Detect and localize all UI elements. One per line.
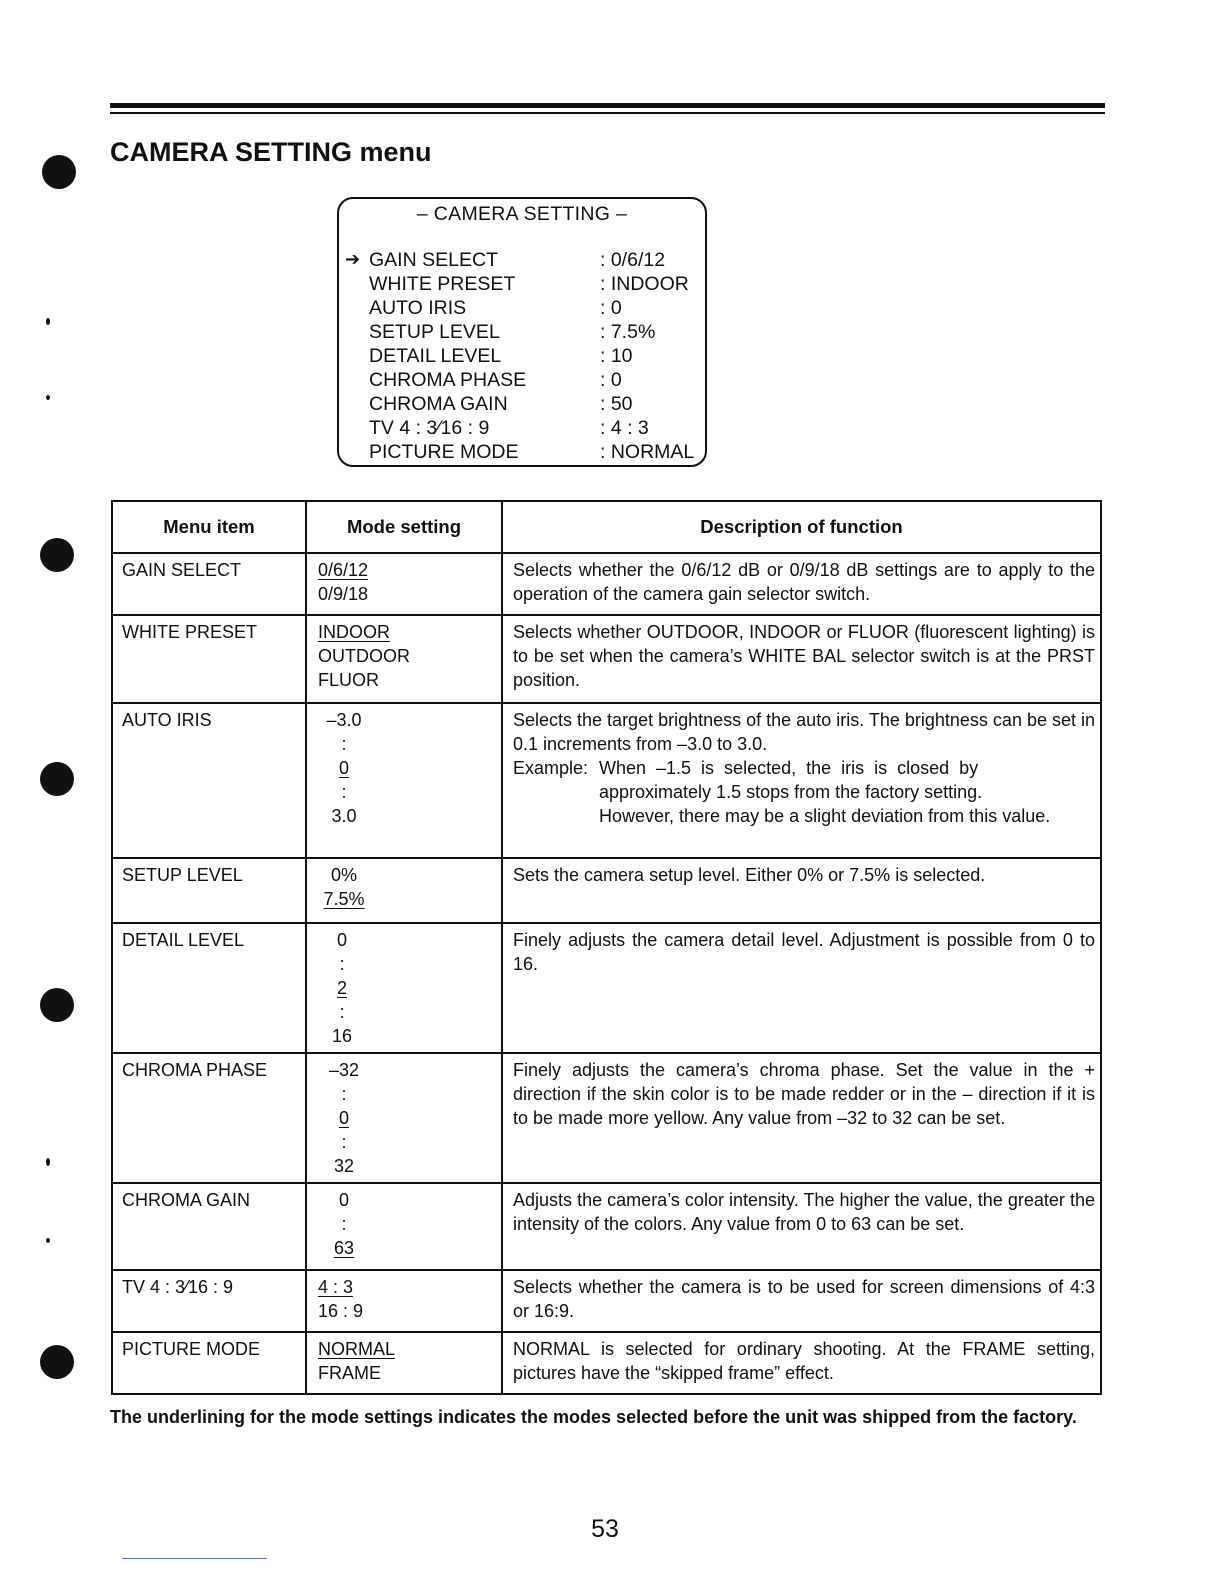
mode-value: 0 — [336, 930, 347, 950]
binder-hole-dot — [42, 155, 76, 189]
mode-setting-cell — [306, 923, 502, 1053]
osd-row — [339, 393, 705, 417]
mode-value-default: 63 — [333, 1238, 355, 1258]
header-mode-setting: Mode setting — [306, 501, 502, 553]
mode-range-separator: : — [341, 1084, 347, 1104]
mode-setting-cell — [306, 553, 502, 615]
table-row — [112, 1332, 1101, 1394]
osd-row — [339, 273, 705, 297]
mode-value-default: 0 — [338, 1108, 349, 1128]
example-text: approximately 1.5 stops from the factory setting. — [599, 782, 983, 802]
osd-item-label: TV 4 : 3⁄16 : 9 — [369, 417, 490, 439]
camera-setting-osd-panel — [337, 197, 707, 467]
description-cell: Finely adjusts the camera’s chroma phase. Set the value in the + direction if the skin color is to be made redder or in the – direction if it is to be made more yellow. Any value from –32 to 32 can be set. — [502, 1053, 1101, 1183]
osd-item-label: SETUP LEVEL — [369, 321, 500, 343]
osd-item-value: : NORMAL — [600, 441, 695, 463]
example-text: When –1.5 is selected, the iris is closed by — [599, 758, 979, 778]
mode-range-separator: : — [341, 1214, 347, 1234]
menu-item-cell: AUTO IRIS — [112, 703, 306, 858]
description-cell — [502, 703, 1101, 858]
osd-item-value: : 0 — [600, 369, 622, 391]
mode-value-default: 0 — [338, 758, 349, 778]
menu-item-cell: CHROMA GAIN — [112, 1183, 306, 1270]
mode-setting-cell — [306, 1183, 502, 1270]
table-row — [112, 553, 1101, 615]
osd-row — [339, 441, 705, 465]
mode-value: FLUOR — [318, 670, 380, 690]
mode-value: 0/9/18 — [318, 584, 369, 604]
osd-row — [339, 297, 705, 321]
mode-range-separator: : — [339, 954, 345, 974]
table-row — [112, 858, 1101, 923]
footnote: The underlining for the mode settings indicates the modes selected before the unit was shipped from the factory. — [110, 1407, 1077, 1427]
mode-setting-cell — [306, 1053, 502, 1183]
mode-value-default: 7.5% — [323, 889, 365, 909]
mode-range-separator: : — [341, 782, 347, 802]
mode-value: 32 — [333, 1156, 355, 1176]
osd-item-value: : INDOOR — [600, 273, 689, 295]
example-block — [513, 756, 1095, 780]
example-label: Example: — [513, 758, 589, 778]
mode-setting-cell — [306, 1332, 502, 1394]
mode-value: 0% — [330, 865, 357, 885]
mode-value: 16 — [331, 1026, 353, 1046]
osd-item-label: CHROMA PHASE — [369, 369, 527, 391]
mode-range-separator: : — [341, 734, 347, 754]
footer-link-line — [122, 1558, 267, 1559]
page-number: 53 — [591, 1515, 619, 1543]
mode-value: 3.0 — [331, 806, 357, 826]
margin-speck — [46, 1158, 50, 1166]
mode-value: –32 — [328, 1060, 360, 1080]
mode-value: OUTDOOR — [318, 646, 410, 666]
osd-item-value: : 0 — [600, 297, 622, 319]
mode-setting-cell — [306, 1270, 502, 1332]
menu-item-cell: WHITE PRESET — [112, 615, 306, 703]
osd-item-value: : 4 : 3 — [600, 417, 649, 439]
header-description: Description of function — [502, 501, 1101, 553]
binder-hole-dot — [40, 988, 74, 1022]
description-cell: Selects whether the camera is to be used for screen dimensions of 4:3 or 16:9. — [502, 1270, 1101, 1332]
mode-value-default: INDOOR — [318, 622, 390, 642]
table-row — [112, 923, 1101, 1053]
description-cell: Selects whether OUTDOOR, INDOOR or FLUOR (fluorescent lighting) is to be set when the camera’s WHITE BAL selector switch is at the PRST position. — [502, 615, 1101, 703]
menu-item-cell: GAIN SELECT — [112, 553, 306, 615]
example-text: However, there may be a slight deviation from this value. — [599, 806, 1051, 826]
osd-item-label: CHROMA GAIN — [369, 393, 508, 415]
mode-value: 0 — [338, 1190, 349, 1210]
osd-item-label: PICTURE MODE — [369, 441, 519, 463]
menu-item-cell: CHROMA PHASE — [112, 1053, 306, 1183]
menu-item-cell: PICTURE MODE — [112, 1332, 306, 1394]
osd-row — [339, 369, 705, 393]
binder-hole-dot — [40, 1345, 74, 1379]
margin-speck — [46, 1238, 50, 1243]
description-cell: Finely adjusts the camera detail level. Adjustment is possible from 0 to 16. — [502, 923, 1101, 1053]
osd-row — [339, 417, 705, 441]
mode-setting-cell — [306, 703, 502, 858]
osd-row — [339, 345, 705, 369]
table-row — [112, 615, 1101, 703]
menu-function-table — [111, 500, 1102, 1395]
table-row — [112, 1270, 1101, 1332]
header-menu-item: Menu item — [112, 501, 306, 553]
osd-row — [339, 249, 705, 273]
header-rule-thick — [110, 103, 1105, 108]
description-cell: NORMAL is selected for ordinary shooting. At the FRAME setting, pictures have the “skipped frame” effect. — [502, 1332, 1101, 1394]
mode-value: 16 : 9 — [318, 1301, 364, 1321]
binder-hole-dot — [40, 762, 74, 796]
mode-value-default: 2 — [336, 978, 347, 998]
margin-speck — [46, 318, 50, 325]
osd-row — [339, 321, 705, 345]
mode-setting-cell — [306, 858, 502, 923]
page-title: CAMERA SETTING menu — [110, 137, 432, 167]
osd-item-value: : 50 — [600, 393, 633, 415]
osd-item-label: AUTO IRIS — [369, 297, 467, 319]
description-text: Selects the target brightness of the auto iris. The brightness can be set in 0.1 increments from –3.0 to 3.0. — [513, 710, 1096, 754]
table-row — [112, 1183, 1101, 1270]
binder-hole-dot — [40, 538, 74, 572]
right-arrow-icon: ➔ — [345, 249, 361, 269]
osd-item-value: : 7.5% — [600, 321, 656, 343]
description-cell: Adjusts the camera’s color intensity. The higher the value, the greater the intensity of the colors. Any value from 0 to 63 can be set. — [502, 1183, 1101, 1270]
description-cell: Sets the camera setup level. Either 0% or 7.5% is selected. — [502, 858, 1101, 923]
table-header-row — [112, 501, 1101, 553]
mode-range-separator: : — [339, 1002, 345, 1022]
mode-range-separator: : — [341, 1132, 347, 1152]
mode-value-default: NORMAL — [318, 1339, 396, 1359]
mode-value: –3.0 — [326, 710, 362, 730]
osd-item-label: GAIN SELECT — [369, 249, 498, 271]
osd-item-label: WHITE PRESET — [369, 273, 516, 295]
header-rule-thin — [110, 112, 1105, 114]
mode-value: FRAME — [318, 1363, 381, 1383]
osd-item-value: : 0/6/12 — [600, 249, 666, 271]
osd-item-label: DETAIL LEVEL — [369, 345, 502, 367]
menu-item-cell: DETAIL LEVEL — [112, 923, 306, 1053]
mode-setting-cell — [306, 615, 502, 703]
menu-item-cell: SETUP LEVEL — [112, 858, 306, 923]
osd-title: – CAMERA SETTING – — [416, 203, 628, 225]
osd-item-value: : 10 — [600, 345, 633, 367]
mode-value-default: 4 : 3 — [318, 1277, 354, 1297]
menu-item-cell: TV 4 : 3⁄16 : 9 — [112, 1270, 306, 1332]
description-cell: Selects whether the 0/6/12 dB or 0/9/18 dB settings are to apply to the operation of the camera gain selector switch. — [502, 553, 1101, 615]
margin-speck — [46, 395, 50, 400]
mode-value-default: 0/6/12 — [318, 560, 369, 580]
table-row — [112, 703, 1101, 858]
table-row — [112, 1053, 1101, 1183]
